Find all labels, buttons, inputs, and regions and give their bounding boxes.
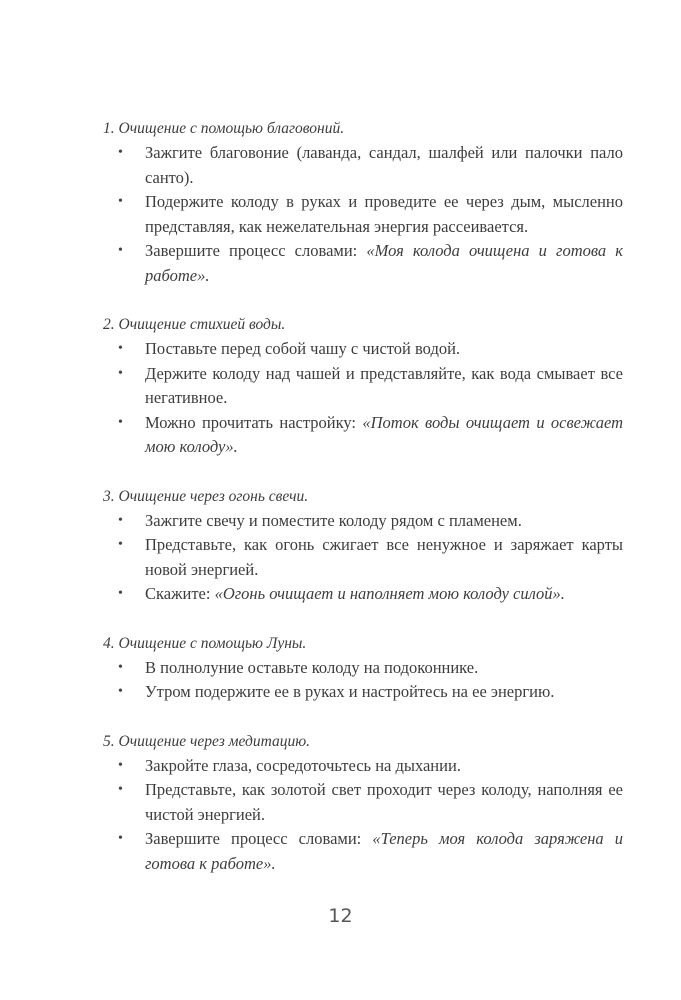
quote-text: «Моя колода очищена и готова к работе».: [145, 241, 624, 285]
bullet-list: [103, 337, 623, 460]
list-item: • Можно прочитать настройку: «Поток воды очищает и освежает мою колоду».: [118, 412, 623, 456]
bullet-list: [103, 509, 623, 607]
bullet-icon: •: [118, 512, 123, 528]
bullet-icon: •: [118, 659, 123, 675]
section-incense: [103, 117, 623, 288]
list-item: • Подержите колоду в руках и проведите ее через дым, мысленно представляя, как нежелательная энергия рассеивается.: [118, 192, 623, 236]
section-title: 5. Очищение через медитацию.: [103, 732, 311, 750]
list-item: • Зажгите благовоние (лаванда, сандал, шалфей или палочки пало санто).: [118, 143, 623, 187]
section-meditation: [103, 730, 623, 877]
list-item: • Представьте, как огонь сжигает все ненужное и заряжает карты новой энергией.: [118, 535, 623, 579]
section-moon: [103, 632, 623, 705]
list-item: • Скажите: «Огонь очищает и наполняет мою колоду силой».: [103, 582, 623, 607]
list-item: • Завершите процесс словами: «Теперь моя колода заряжена и готова к работе».: [118, 829, 623, 873]
list-item: • В полнолуние оставьте колоду на подоконнике.: [103, 656, 623, 681]
bullet-icon: •: [118, 684, 123, 699]
bullet-icon: •: [118, 414, 123, 430]
section-water: [103, 313, 623, 460]
section-title: 2. Очищение стихией воды.: [103, 316, 286, 333]
list-item: • Зажгите свечу и поместите колоду рядом с пламенем.: [103, 509, 623, 534]
bullet-list: [103, 754, 623, 877]
section-title: 1. Очищение с помощью благовоний.: [103, 120, 345, 137]
bullet-list: [103, 656, 623, 705]
bullet-icon: •: [118, 341, 123, 356]
bullet-icon: •: [118, 537, 123, 552]
list-item: • Завершите процесс словами: «Моя колода очищена и готова к работе».: [118, 241, 624, 285]
list-item: • Представьте, как золотой свет проходит через колоду, наполняя ее чистой энергией.: [118, 780, 623, 824]
list-item: • Поставьте перед собой чашу с чистой водой.: [103, 337, 623, 362]
bullet-icon: •: [118, 782, 123, 797]
list-item: • Держите колоду над чашей и представляйте, как вода смывает все негативное.: [118, 363, 623, 407]
bullet-icon: •: [118, 194, 123, 209]
bullet-icon: •: [118, 831, 123, 846]
section-candle: [103, 485, 623, 607]
bullet-list: [103, 141, 623, 288]
list-item: • Утром подержите ее в руках и настройтесь на ее энергию.: [103, 680, 623, 705]
quote-text: «Огонь очищает и наполняет мою колоду силой».: [214, 584, 565, 603]
quote-text: «Поток воды очищает и освежает мою колоду».: [145, 412, 623, 456]
section-title: 4. Очищение с помощью Луны.: [103, 634, 307, 652]
section-title: 3. Очищение через огонь свечи.: [103, 487, 309, 505]
quote-text: «Теперь моя колода заряжена и готова к работе».: [145, 829, 623, 873]
bullet-icon: •: [118, 586, 123, 601]
bullet-icon: •: [118, 145, 123, 160]
bullet-icon: •: [118, 757, 123, 773]
bullet-icon: •: [118, 243, 123, 258]
list-item: • Закройте глаза, сосредоточьтесь на дыхании.: [103, 754, 623, 779]
page-number: 12: [328, 905, 353, 927]
bullet-icon: •: [118, 365, 123, 381]
page-content: [103, 117, 623, 901]
